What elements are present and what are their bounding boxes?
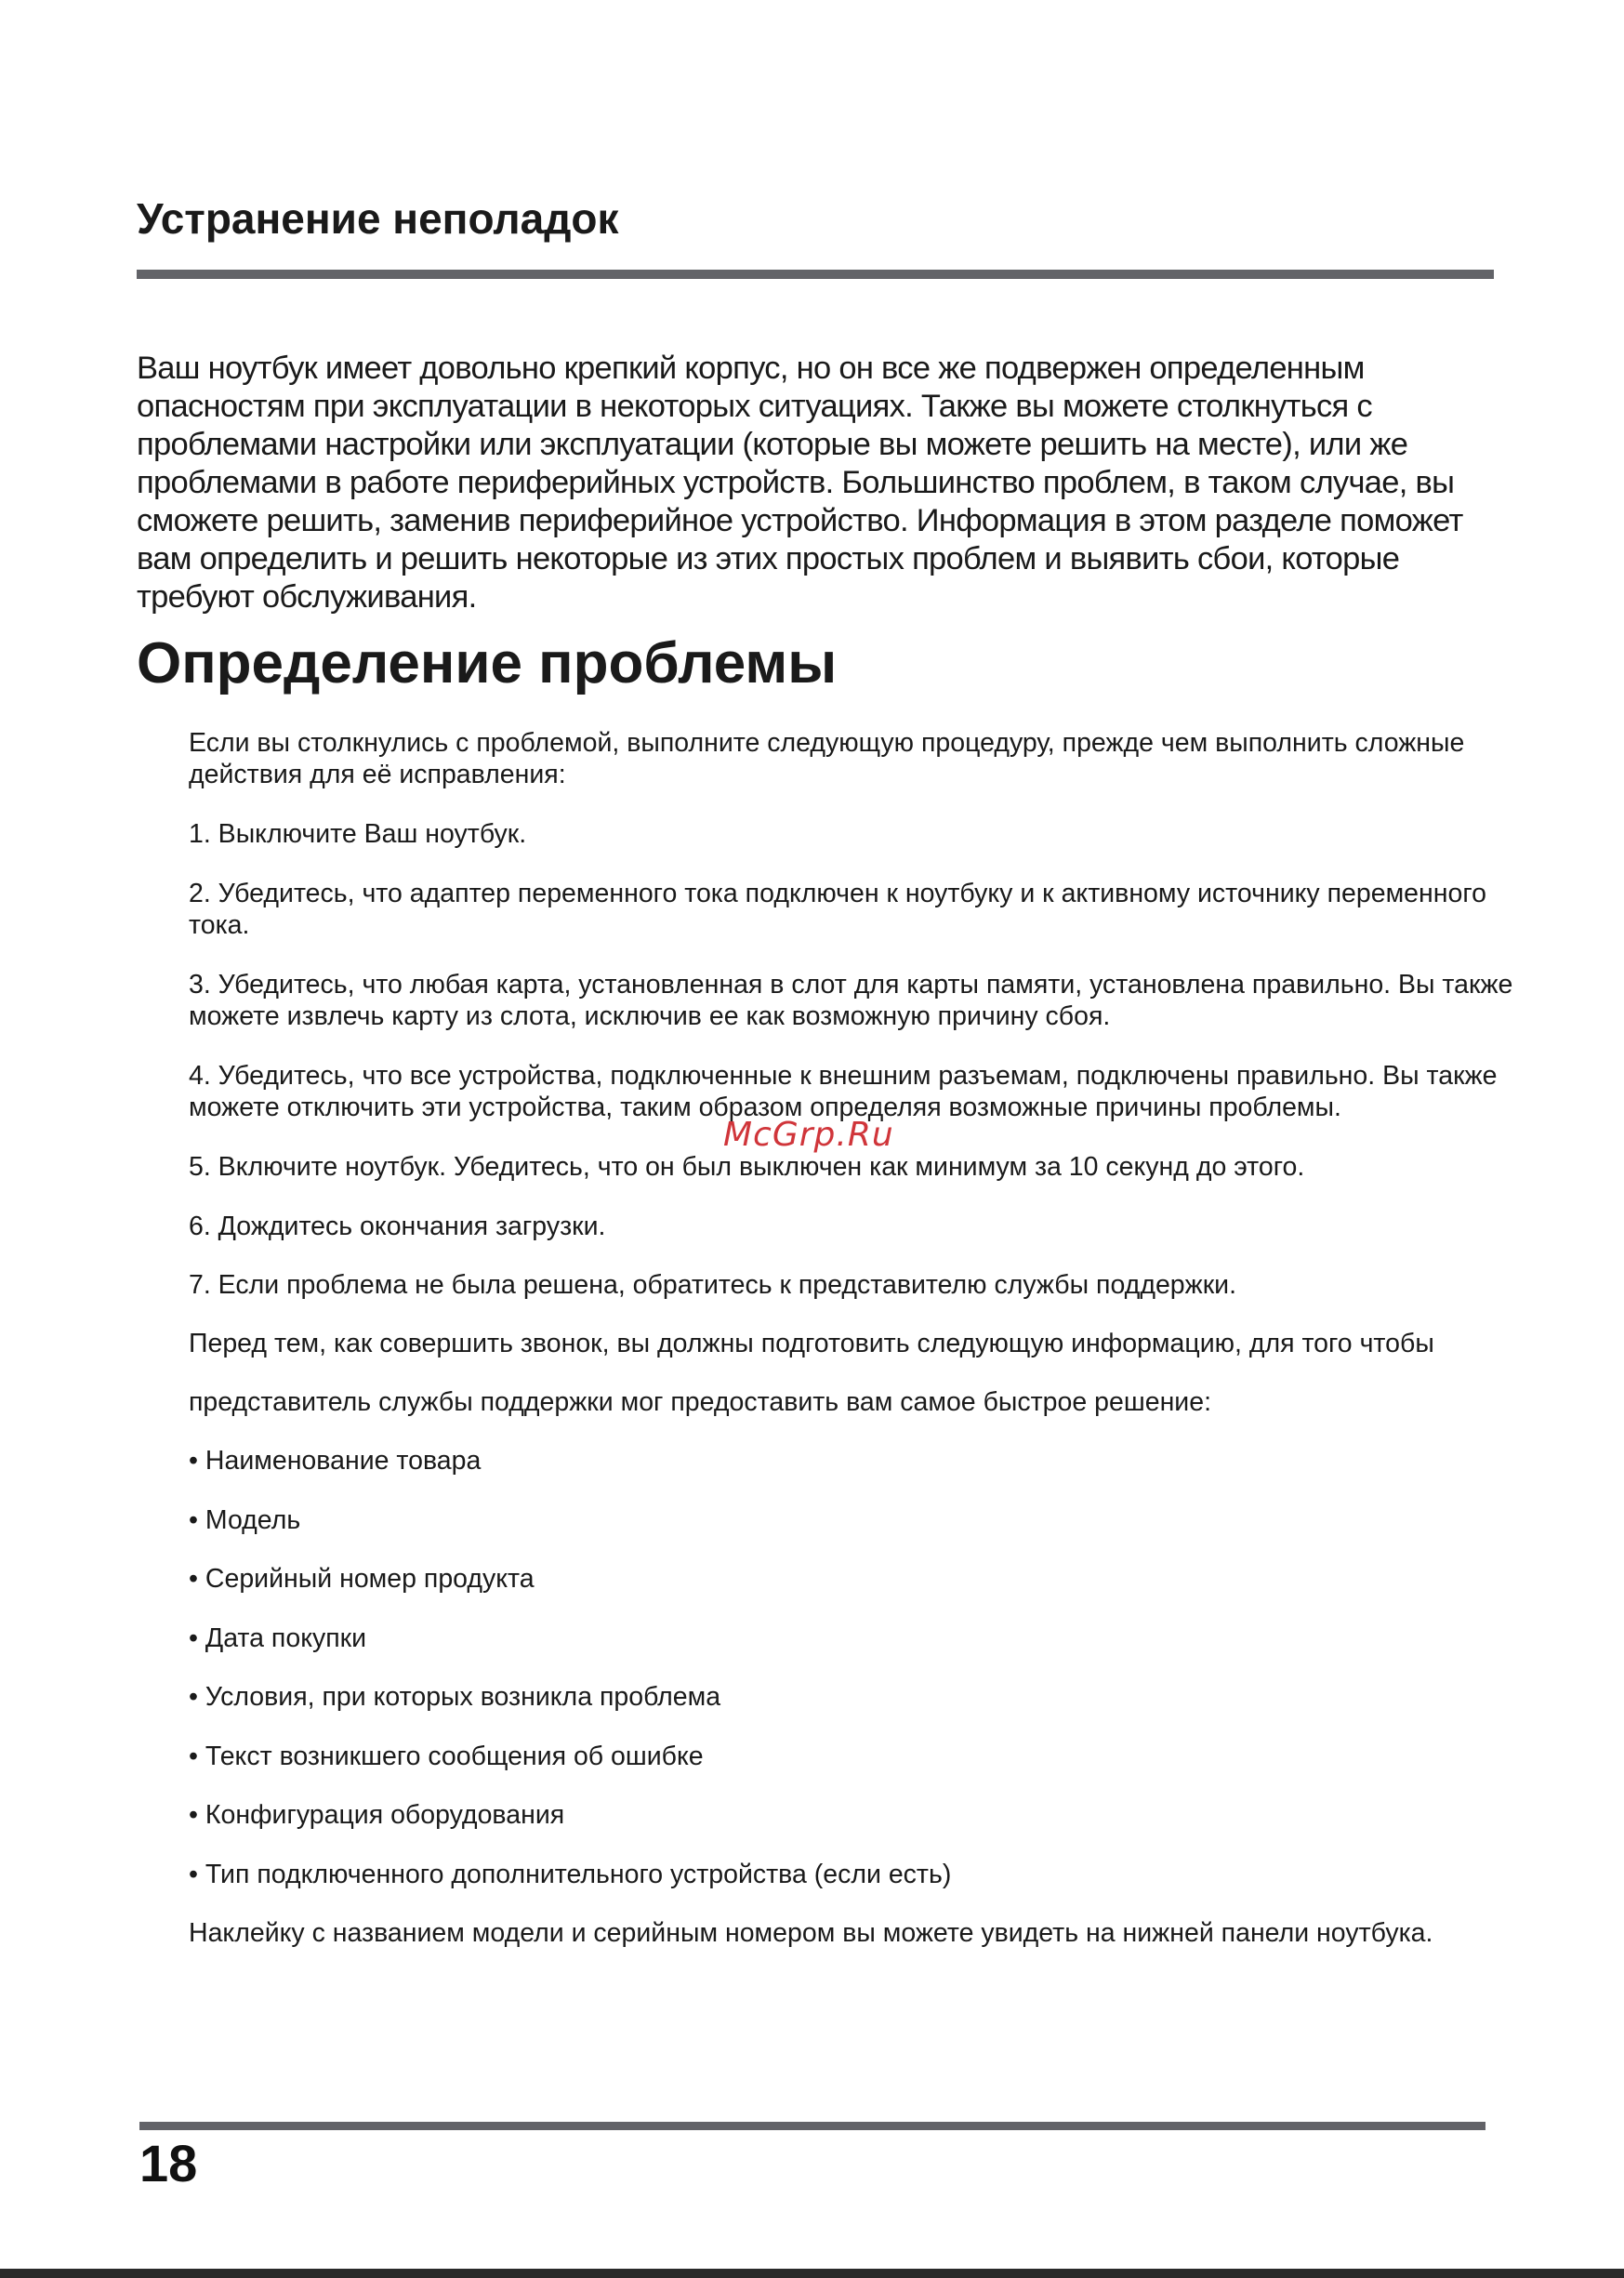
step-item: 3. Убедитесь, что любая карта, установленная в слот для карты памяти, установлена правильно. Вы также можете извлечь карту из слота, исключив ее как возможную причину сбоя. — [189, 970, 1513, 1031]
step-item: 7. Если проблема не была решена, обратитесь к представителю службы поддержки. — [189, 1270, 1237, 1300]
closing-paragraph: Наклейку с названием модели и серийным номером вы можете увидеть на нижней панели ноутбука. — [189, 1918, 1433, 1948]
step-item: 2. Убедитесь, что адаптер переменного тока подключен к ноутбуку и к активному источнику переменного тока. — [189, 879, 1486, 940]
step-item: 6. Дождитесь окончания загрузки. — [189, 1212, 606, 1241]
step-item: 1. Выключите Ваш ноутбук. — [189, 819, 527, 849]
info-bullet: • Модель — [189, 1504, 301, 1535]
section-title: Устранение неполадок — [137, 194, 619, 243]
step-item: 5. Включите ноутбук. Убедитесь, что он был выключен как минимум за 10 секунд до этого. — [189, 1152, 1305, 1182]
info-bullet: • Условия, при которых возникла проблема — [189, 1682, 721, 1712]
scan-edge-band — [0, 2269, 1624, 2278]
info-bullet: • Тип подключенного дополнительного устройства (если есть) — [189, 1859, 952, 1889]
info-bullet: • Конфигурация оборудования — [189, 1800, 565, 1830]
header-rule — [137, 270, 1494, 279]
info-bullet: • Текст возникшего сообщения об ошибке — [189, 1741, 704, 1771]
step-item: 4. Убедитесь, что все устройства, подключенные к внешним разъемам, подключены правильно. Вы также можете отключить эти устройства, таким образом определяя возможные причины проблемы. — [189, 1061, 1498, 1122]
watermark: McGrp.Ru — [723, 1116, 894, 1154]
info-bullet: • Дата покупки — [189, 1622, 367, 1653]
prep-line: Перед тем, как совершить звонок, вы должны подготовить следующую информацию, для того чтобы — [189, 1329, 1434, 1358]
page-heading: Определение проблемы — [137, 631, 838, 695]
procedure-body — [189, 727, 1527, 1977]
intro-paragraph: Ваш ноутбук имеет довольно крепкий корпус, но он все же подвержен определенным опасностям при эксплуатации в некоторых ситуациях. Также вы можете столкнуться с проблемами настройки или эксплуатации (которые вы можете решить на месте), или же проблемами в работе периферийных устройств. Большинство проблем, в таком случае, вы сможете решить, заменив периферийное устройство. Информация в этом разделе поможет вам определить и решить некоторые из этих простых проблем и выявить сбои, которые требуют обслуживания. — [137, 351, 1463, 615]
info-bullet: • Серийный номер продукта — [189, 1564, 535, 1594]
prep-line: представитель службы поддержки мог предоставить вам самое быстрое решение: — [189, 1387, 1211, 1417]
lead-paragraph: Если вы столкнулись с проблемой, выполните следующую процедуру, прежде чем выполнить сложные действия для её исправления: — [189, 728, 1465, 789]
page-number: 18 — [139, 2134, 198, 2192]
info-bullet: • Наименование товара — [189, 1446, 482, 1476]
footer-rule — [139, 2122, 1485, 2130]
